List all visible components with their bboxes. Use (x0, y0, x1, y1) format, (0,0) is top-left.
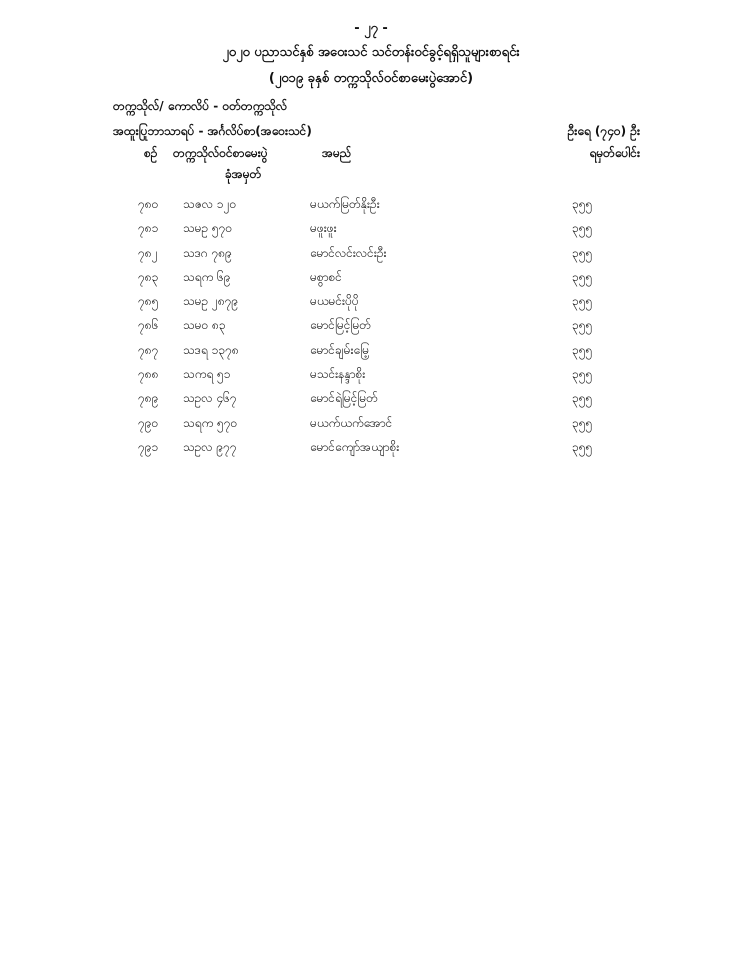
row-no: ၇၈၃ (138, 269, 159, 284)
row-no: ၇၈၉ (138, 391, 159, 406)
row-reg-number: သဥလ ၉၇၇ (183, 439, 237, 454)
page-number: - ၂၇ - (354, 21, 388, 36)
row-no: ၇၈၇ (138, 342, 159, 357)
row-score: ၃၅၅ (572, 269, 593, 284)
row-no: ၇၈၂ (138, 245, 158, 260)
row-name: မောင်ကျော်အယျာစိုး (310, 439, 400, 454)
table-row (0, 317, 742, 341)
column-header-name: အမည် (322, 146, 352, 160)
row-no: ၇၈၆ (138, 318, 159, 333)
row-name: မယက်ယက်အောင် (310, 415, 393, 430)
row-score: ၃၅၅ (572, 342, 593, 357)
document-title: ၂၀၂၀ ပညာသင်နှစ် အဝေးသင် သင်တန်းဝင်ခွင့်ရရှိသူများစာရင်း (222, 45, 520, 60)
table-row (0, 366, 742, 390)
table-row (0, 342, 742, 366)
row-score: ၃၅၅ (572, 391, 593, 406)
row-score: ၃၅၅ (572, 367, 593, 382)
row-score: ၃၅၅ (572, 245, 593, 260)
row-reg-number: သကရ ၅၁ (183, 367, 231, 382)
table-row (0, 415, 742, 439)
table-row (0, 245, 742, 269)
row-name: မောင်မြင့်မြတ် (310, 318, 372, 333)
row-reg-number: သရက ၅၇၀ (183, 415, 238, 430)
row-score: ၃၅၅ (572, 294, 593, 309)
row-name: မဖူးဖူး (310, 221, 337, 236)
row-no: ၇၈၁ (138, 221, 159, 236)
major-label: အထူးပြုဘာသာရပ် - အင်္ဂလိပ်စာ(အဝေးသင်) (113, 124, 312, 138)
row-reg-number: သဒဂ ၇၈၉ (183, 245, 232, 260)
row-name: မသင်းနန္ဒာစိုး (310, 367, 366, 382)
row-score: ၃၅၅ (572, 318, 593, 333)
university-label: တက္ကသိုလ်/ ကောလိပ် - ဝတ်တက္ကသိုလ် (113, 99, 288, 113)
row-name: မောင်ရဲမြင့်မြတ် (310, 391, 378, 406)
document-subtitle: (၂၀၁၉ ခုနှစ် တက္ကသိုလ်ဝင်စာမေးပွဲအောင်) (268, 71, 474, 86)
row-no: ၇၈၅ (138, 294, 159, 309)
row-no: ၇၈၀ (138, 197, 159, 211)
column-header-reg-number: တက္ကသိုလ်ဝင်စာမေးပွဲ (173, 146, 268, 160)
row-score: ၃၅၅ (572, 221, 593, 236)
row-name: မစွာစင် (310, 269, 342, 284)
column-header-score: ရမှတ်ပေါင်း (589, 146, 640, 160)
total-seats-label: ဦးရေ (၇၄၀) ဦး (567, 124, 640, 138)
table-row (0, 439, 742, 463)
row-reg-number: သမဥ ၅၇၀ (183, 221, 233, 236)
row-no: ၇၈၈ (138, 367, 159, 382)
table-row (0, 220, 742, 244)
row-name: မယမင်းပိုပို (310, 294, 359, 309)
table-row (0, 269, 742, 293)
row-name: မောင်လင်းလင်းဦး (310, 245, 387, 260)
results-table (0, 196, 742, 463)
row-name: မောင်ချမ်းမြေ့ (310, 342, 370, 357)
row-score: ၃၅၅ (572, 415, 593, 430)
row-reg-number: သမဥ ၂၈၇၉ (183, 294, 239, 309)
table-row (0, 196, 742, 220)
row-reg-number: သမဝ ၈၃ (183, 318, 226, 333)
row-score: ၃၅၅ (572, 439, 593, 454)
row-reg-number: သဇလ ၁၂၀ (183, 197, 237, 211)
row-no: ၇၉၀ (138, 415, 159, 430)
row-reg-number: သရက ၆၉ (183, 269, 231, 284)
row-reg-number: သဒရ ၁၃၇၈ (183, 342, 239, 357)
row-name: မယက်မြတ်နိုးဦး (310, 197, 380, 211)
row-no: ၇၉၁ (138, 439, 159, 454)
column-header-no: စဉ် (144, 146, 158, 160)
table-row (0, 390, 742, 414)
row-score: ၃၅၅ (572, 197, 593, 211)
table-row (0, 293, 742, 317)
row-reg-number: သဥလ ၄၆၇ (183, 391, 237, 406)
column-header-reg-number-line-2: ခုံအမှတ် (225, 167, 262, 181)
